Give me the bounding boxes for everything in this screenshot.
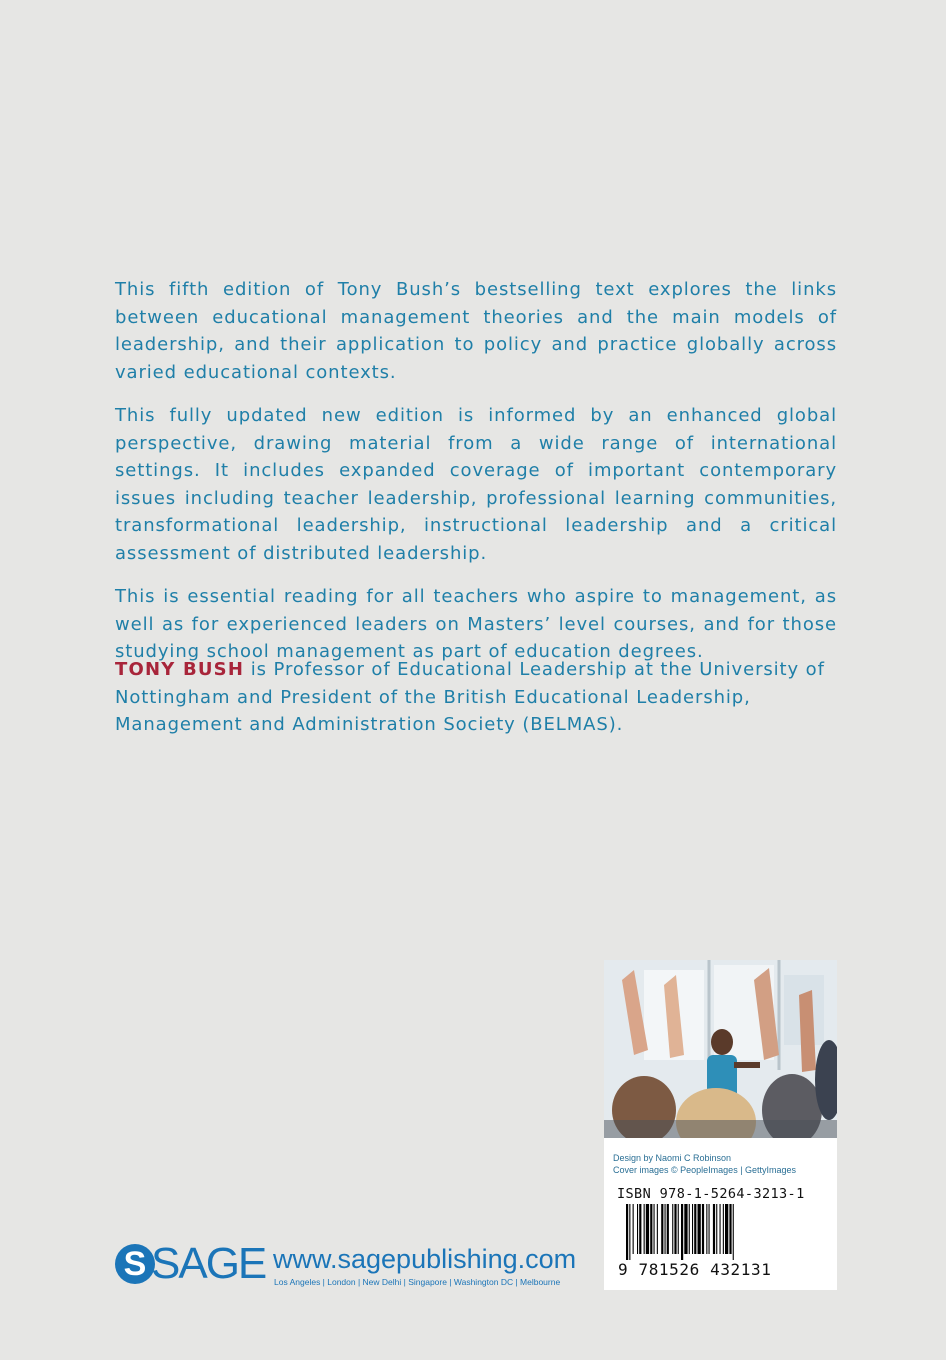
barcode-bar xyxy=(637,1204,638,1254)
barcode-bar xyxy=(650,1204,652,1254)
barcode-bar xyxy=(723,1204,724,1254)
design-credit: Design by Naomi C Robinson xyxy=(613,1153,732,1163)
barcode-bar xyxy=(626,1204,628,1260)
barcode-graphic xyxy=(626,1204,818,1260)
barcode-bar xyxy=(733,1204,734,1260)
barcode-bar xyxy=(661,1204,663,1254)
barcode-bar xyxy=(674,1204,676,1254)
barcode-bar xyxy=(725,1204,728,1254)
back-cover-blurb xyxy=(115,276,837,682)
barcode-bar xyxy=(692,1204,693,1254)
barcode-panel xyxy=(604,960,837,1290)
barcode-bar xyxy=(698,1204,701,1254)
barcode-bar xyxy=(678,1204,679,1254)
image-credits xyxy=(613,1152,796,1176)
publisher-cities: Los Angeles | London | New Delhi | Singapore | Washington DC | Melbourne xyxy=(274,1277,561,1287)
barcode-bar xyxy=(702,1204,704,1254)
sage-logo-wordmark: SAGE xyxy=(151,1239,266,1288)
barcode-bar xyxy=(706,1204,707,1254)
barcode-bar xyxy=(629,1204,630,1260)
barcode-bar xyxy=(720,1204,721,1254)
barcode-bar xyxy=(657,1204,658,1254)
publisher-website: www.sagepublishing.com xyxy=(273,1244,577,1274)
author-bio-text: is Professor of Educational Leadership at the University of Nottingham and President of the British Educational Leadership, Management and Administration Society (BELMAS). xyxy=(115,659,825,735)
barcode-bar xyxy=(639,1204,641,1254)
barcode-bar xyxy=(694,1204,696,1254)
blurb-paragraph-3: This is essential reading for all teachers who aspire to management, as well as for experienced leaders on Masters’ level courses, and for those studying school management as part of education degrees. xyxy=(115,586,837,662)
barcode-bar xyxy=(633,1204,634,1254)
barcode-bar xyxy=(681,1204,683,1260)
cover-image-credit: Cover images © PeopleImages | GettyImages xyxy=(613,1165,797,1175)
barcode-bar xyxy=(672,1204,673,1254)
barcode-bar xyxy=(646,1204,649,1254)
barcode-bar xyxy=(709,1204,710,1254)
barcode-bar xyxy=(689,1204,690,1254)
sage-logo-s-icon: S xyxy=(115,1244,155,1284)
barcode-bar xyxy=(654,1204,655,1254)
barcode-digits: 9 781526 432131 xyxy=(618,1260,772,1279)
barcode-bar xyxy=(716,1204,717,1254)
author-bio xyxy=(115,656,837,739)
barcode-bar xyxy=(665,1204,666,1254)
barcode-bar xyxy=(684,1204,687,1254)
barcode-bar xyxy=(713,1204,715,1254)
barcode-bar xyxy=(729,1204,731,1254)
isbn-text: ISBN 978-1-5264-3213-1 xyxy=(617,1186,805,1202)
classroom-photo-illustration xyxy=(604,960,837,1138)
author-name: TONY BUSH xyxy=(115,659,245,680)
barcode-bar xyxy=(644,1204,645,1254)
blurb-paragraph-1: This fifth edition of Tony Bush’s bestselling text explores the links between educational management theories and the main models of leadership, and their application to policy and practice globally across varied educational contexts. xyxy=(115,279,837,383)
cover-photo xyxy=(604,960,837,1138)
barcode-bar xyxy=(667,1204,669,1254)
blurb-paragraph-2: This fully updated new edition is informed by an enhanced global perspective, drawing material from a wide range of international settings. It includes expanded coverage of important contemporary issues including teacher leadership, professional learning communities, transformational leadership, instructional leadership and a critical assessment of distributed leadership. xyxy=(115,405,837,564)
